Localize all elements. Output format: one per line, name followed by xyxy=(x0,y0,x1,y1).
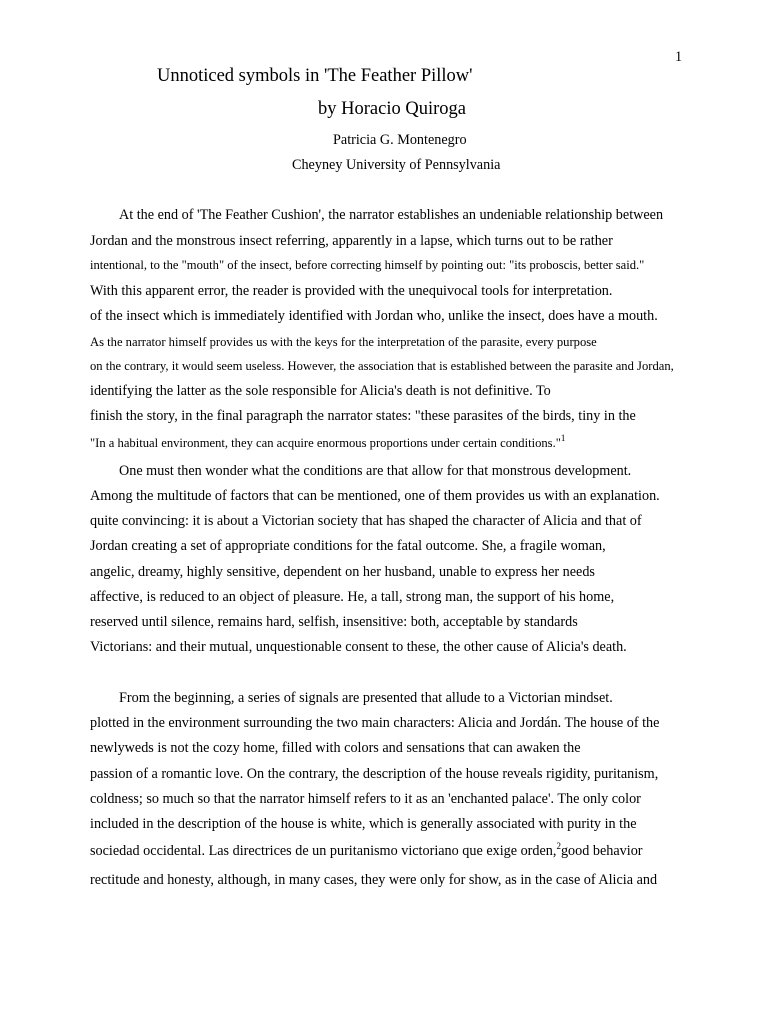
paragraph-line xyxy=(90,434,565,452)
paragraph-line: rectitude and honesty, although, in many cases, they were only for show, as in the case of Alicia and xyxy=(90,872,658,888)
footnote-marker: 1 xyxy=(560,433,566,443)
paragraph-line-text: good behavior xyxy=(560,843,643,859)
paragraph-line: plotted in the environment surrounding the two main characters: Alicia and Jordán. The house of the xyxy=(90,715,660,731)
paragraph-line: Jordan and the monstrous insect referring, apparently in a lapse, which turns out to be rather xyxy=(90,233,613,249)
paragraph-line: passion of a romantic love. On the contrary, the description of the house reveals rigidity, puritanism, xyxy=(90,766,659,782)
author-affiliation: Cheyney University of Pennsylvania xyxy=(292,157,501,173)
paragraph-line: reserved until silence, remains hard, selfish, insensitive: both, acceptable by standards xyxy=(90,614,578,630)
paragraph-line: quite convincing: it is about a Victorian society that has shaped the character of Alicia and that of xyxy=(90,513,642,529)
paragraph-line: One must then wonder what the conditions are that allow for that monstrous development. xyxy=(119,463,632,479)
paragraph-line: newlyweds is not the cozy home, filled with colors and sensations that can awaken the xyxy=(90,740,581,756)
paragraph-line: on the contrary, it would seem useless. However, the association that is established between the parasite and Jordan, xyxy=(90,359,674,373)
footnote-marker: 2 xyxy=(556,841,561,851)
paragraph-line: coldness; so much so that the narrator himself refers to it as an 'enchanted palace'. The only color xyxy=(90,791,641,807)
paragraph-line: angelic, dreamy, highly sensitive, dependent on her husband, unable to express her needs xyxy=(90,564,595,580)
paragraph-line-text: sociedad occidental. Las directrices de un puritanismo victoriano que exige orden, xyxy=(90,843,557,859)
paragraph-line-text: "In a habitual environment, they can acquire enormous proportions under certain conditions." xyxy=(90,436,561,450)
paragraph-line: intentional, to the "mouth" of the insect, before correcting himself by pointing out: "its proboscis, better said." xyxy=(90,258,645,272)
paragraph-line: Victorians: and their mutual, unquestionable consent to these, the other cause of Alicia's death. xyxy=(90,639,627,655)
author-name: Patricia G. Montenegro xyxy=(333,132,467,148)
paragraph-line: finish the story, in the final paragraph the narrator states: "these parasites of the birds, tiny in the xyxy=(90,408,636,424)
document-subtitle: by Horacio Quiroga xyxy=(318,99,466,119)
paragraph-line: affective, is reduced to an object of pleasure. He, a tall, strong man, the support of his home, xyxy=(90,589,615,605)
document-title: Unnoticed symbols in 'The Feather Pillow' xyxy=(157,66,473,86)
paragraph-line: With this apparent error, the reader is provided with the unequivocal tools for interpretation. xyxy=(90,283,613,299)
paragraph-line: Among the multitude of factors that can be mentioned, one of them provides us with an explanation. xyxy=(90,488,660,504)
paragraph-line: Jordan creating a set of appropriate conditions for the fatal outcome. She, a fragile woman, xyxy=(90,538,606,554)
paragraph-line: As the narrator himself provides us with the keys for the interpretation of the parasite, every purpose xyxy=(90,335,597,349)
paragraph-line xyxy=(90,842,643,860)
page-number: 1 xyxy=(675,49,683,65)
paragraph-line: included in the description of the house is white, which is generally associated with purity in the xyxy=(90,816,637,832)
paragraph-line: identifying the latter as the sole responsible for Alicia's death is not definitive. To xyxy=(90,383,551,399)
paragraph-line: At the end of 'The Feather Cushion', the narrator establishes an undeniable relationship between xyxy=(119,207,664,223)
paragraph-line: of the insect which is immediately identified with Jordan who, unlike the insect, does have a mouth. xyxy=(90,308,658,324)
paragraph-line: From the beginning, a series of signals are presented that allude to a Victorian mindset. xyxy=(119,690,613,706)
